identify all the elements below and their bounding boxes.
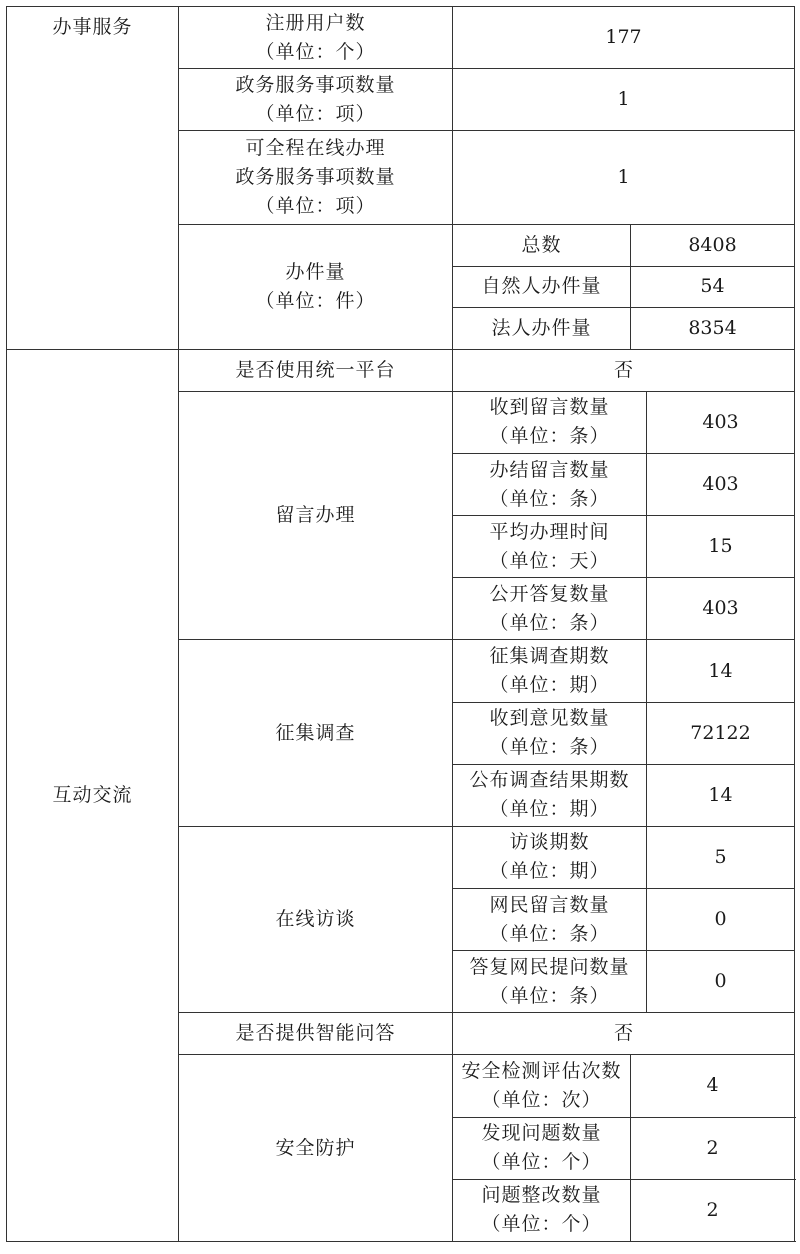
sub-label-cell — [453, 391, 647, 453]
value-cell: 5 — [647, 826, 795, 888]
item-unit: （单位：个） — [481, 1151, 602, 1174]
item-label-line2: 政务服务事项数量 — [235, 165, 396, 188]
sub-label: 答复网民提问数量 — [469, 955, 630, 978]
item-unit: （单位：次） — [481, 1088, 602, 1111]
sub-label-cell — [453, 702, 647, 764]
sub-label-cell — [453, 826, 647, 888]
item-label-cell — [453, 1117, 631, 1179]
value-cell: 403 — [647, 391, 795, 453]
value-cell: 403 — [647, 578, 795, 640]
sub-label-cell — [453, 640, 647, 702]
value-cell: 403 — [647, 454, 795, 516]
item-label-cell — [453, 1179, 631, 1241]
sub-unit: （单位：条） — [489, 611, 610, 634]
item-unit: （单位：项） — [255, 194, 376, 217]
item-unit: （单位：项） — [255, 102, 376, 125]
sub-label: 办结留言数量 — [489, 458, 610, 481]
sub-unit: （单位：条） — [489, 736, 610, 759]
value-cell: 否 — [453, 349, 795, 391]
value-cell: 2 — [631, 1179, 795, 1241]
item-label: 是否使用统一平台 — [235, 358, 396, 381]
sub-label: 总数 — [521, 233, 562, 256]
sub-label-cell — [453, 951, 647, 1013]
value-cell: 4 — [631, 1055, 795, 1117]
item-unit: （单位：件） — [255, 289, 376, 312]
sub-label: 自然人办件量 — [481, 275, 602, 298]
value-cell: 2 — [631, 1117, 795, 1179]
sub-unit: （单位：期） — [489, 860, 610, 883]
item-label: 留言办理 — [275, 504, 356, 527]
item-label-cell — [179, 349, 453, 391]
sub-unit: （单位：条） — [489, 425, 610, 448]
item-label: 安全检测评估次数 — [461, 1059, 622, 1082]
value-cell: 8354 — [631, 307, 795, 349]
value-cell: 72122 — [647, 702, 795, 764]
value-cell: 8408 — [631, 224, 795, 266]
sub-label-cell — [453, 516, 647, 578]
value-cell: 15 — [647, 516, 795, 578]
value-cell: 54 — [631, 266, 795, 307]
value-cell: 14 — [647, 764, 795, 826]
item-label-cell — [179, 826, 453, 1012]
sub-label-cell — [453, 764, 647, 826]
item-label-cell — [179, 1013, 453, 1055]
sub-label: 收到留言数量 — [489, 396, 610, 419]
sub-label: 公开答复数量 — [489, 582, 610, 605]
item-label: 征集调查 — [275, 721, 356, 744]
sub-label-cell — [453, 224, 631, 266]
sub-label: 公布调查结果期数 — [469, 769, 630, 792]
category-label: 安全防护 — [275, 1136, 356, 1159]
category-cell — [7, 7, 179, 350]
sub-unit: （单位：条） — [489, 922, 610, 945]
item-label: 可全程在线办理 — [245, 136, 386, 159]
sub-label: 收到意见数量 — [489, 707, 610, 730]
statistics-table — [6, 6, 795, 1242]
category-label: 办事服务 — [52, 16, 133, 38]
item-unit: （单位：个） — [481, 1213, 602, 1236]
sub-label-cell — [453, 307, 631, 349]
value-cell: 1 — [453, 131, 795, 224]
item-label-cell — [179, 640, 453, 826]
sub-label-cell — [453, 454, 647, 516]
value-cell: 否 — [453, 1013, 795, 1055]
sub-label: 法人办件量 — [491, 316, 592, 339]
sub-label: 平均办理时间 — [489, 520, 610, 543]
sub-unit: （单位：条） — [489, 487, 610, 510]
item-label-cell — [179, 69, 453, 131]
item-label: 注册用户数 — [265, 11, 366, 34]
sub-label-cell — [453, 578, 647, 640]
category-cell — [179, 1055, 453, 1242]
value-cell: 1 — [453, 69, 795, 131]
sub-unit: （单位：条） — [489, 984, 610, 1007]
item-label: 办件量 — [285, 260, 346, 283]
item-unit: （单位：个） — [255, 40, 376, 63]
item-label: 在线访谈 — [275, 908, 356, 931]
value-cell: 177 — [453, 7, 795, 69]
item-label: 是否提供智能问答 — [235, 1022, 396, 1045]
sub-unit: （单位：期） — [489, 674, 610, 696]
sub-label: 征集调查期数 — [489, 645, 610, 667]
item-label-cell — [179, 7, 453, 69]
item-label: 问题整改数量 — [481, 1184, 602, 1207]
value-cell: 14 — [647, 640, 795, 702]
category-label: 互动交流 — [52, 783, 133, 806]
item-label: 发现问题数量 — [481, 1122, 602, 1145]
item-label: 政务服务事项数量 — [235, 73, 396, 96]
sub-unit: （单位：天） — [489, 549, 610, 572]
sub-label-cell — [453, 889, 647, 951]
category-cell — [7, 349, 179, 1241]
sub-unit: （单位：期） — [489, 798, 610, 821]
item-label-cell — [179, 391, 453, 640]
sub-label-cell — [453, 266, 631, 307]
value-cell: 0 — [647, 889, 795, 951]
item-label-cell — [453, 1055, 631, 1117]
sub-label: 访谈期数 — [509, 831, 590, 854]
sub-label: 网民留言数量 — [489, 893, 610, 916]
item-label-cell — [179, 131, 453, 224]
value-cell: 0 — [647, 951, 795, 1013]
item-label-cell — [179, 224, 453, 349]
